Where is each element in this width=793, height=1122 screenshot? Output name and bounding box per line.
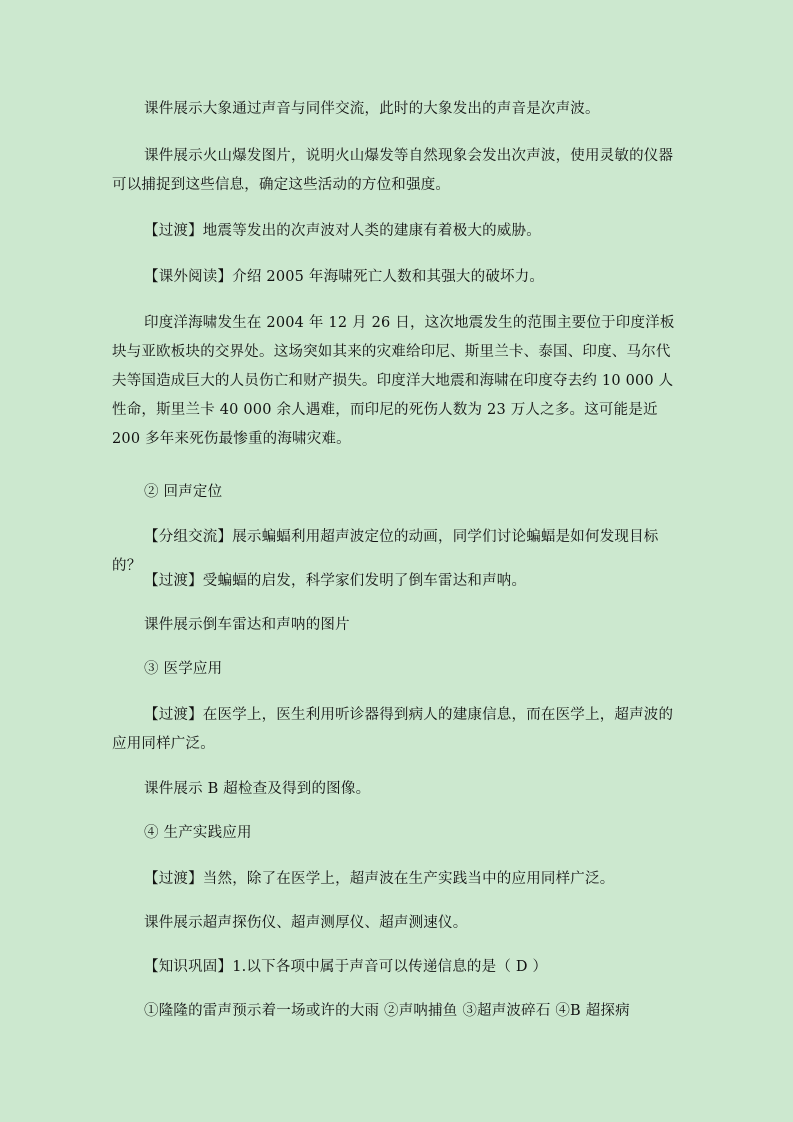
paragraph-quiz-options: ①隆隆的雷声预示着一场或许的大雨 ②声呐捕鱼 ③超声波碎石 ④B 超探病 xyxy=(144,1003,630,1019)
paragraph-transition-1: 【过渡】地震等发出的次声波对人类的建康有着极大的威胁。 xyxy=(144,223,541,239)
heading-medical: ③ 医学应用 xyxy=(144,661,223,677)
paragraph-group-discussion: 【分组交流】展示蝙蝠利用超声波定位的动画，同学们讨论蝙蝠是如何发现目标的？ xyxy=(112,529,659,574)
paragraph-transition-3: 【过渡】在医学上，医生利用听诊器得到病人的建康信息，而在医学上，超声波的应用同样广泛。 xyxy=(112,707,674,752)
paragraph-extra-reading: 【课外阅读】介绍 2005 年海啸死亡人数和其强大的破坏力。 xyxy=(144,269,545,285)
paragraph-transition-4: 【过渡】当然，除了在医学上，超声波在生产实践当中的应用同样广泛。 xyxy=(144,871,615,887)
paragraph-tsunami: 印度洋海啸发生在 2004 年 12 月 26 日，这次地震发生的范围主要位于印度洋板块与亚欧板块的交界处。这场突如其来的灾难给印尼、斯里兰卡、泰国、印度、马尔代夫等国造成巨大的人员伤亡和财产损失。印度洋大地震和海啸在印度夺去约 10 000 人性命，斯里兰卡 40 000 余人遇难，而印尼的死伤人数为 23 万人之多。这可能是近 200 多年来死伤最惨重的海啸灾难。 xyxy=(112,315,675,447)
paragraph-quiz-question: 【知识巩固】1.以下各项中属于声音可以传递信息的是（ D ） xyxy=(144,959,548,975)
paragraph-radar-sonar: 课件展示倒车雷达和声呐的图片 xyxy=(144,617,350,633)
paragraph-elephant: 课件展示大象通过声音与同伴交流，此时的大象发出的声音是次声波。 xyxy=(144,101,600,117)
paragraph-ultrasonic-instruments: 课件展示超声探伤仪、超声测厚仪、超声测速仪。 xyxy=(144,915,468,931)
paragraph-volcano: 课件展示火山爆发图片，说明火山爆发等自然现象会发出次声波，使用灵敏的仪器可以捕捉到这些信息，确定这些活动的方位和强度。 xyxy=(112,148,674,193)
heading-echolocation: ② 回声定位 xyxy=(144,484,223,500)
paragraph-b-ultrasound: 课件展示 B 超检查及得到的图像。 xyxy=(144,781,371,797)
heading-production: ④ 生产实践应用 xyxy=(144,825,252,841)
paragraph-transition-2: 【过渡】受蝙蝠的启发，科学家们发明了倒车雷达和声呐。 xyxy=(144,573,527,589)
